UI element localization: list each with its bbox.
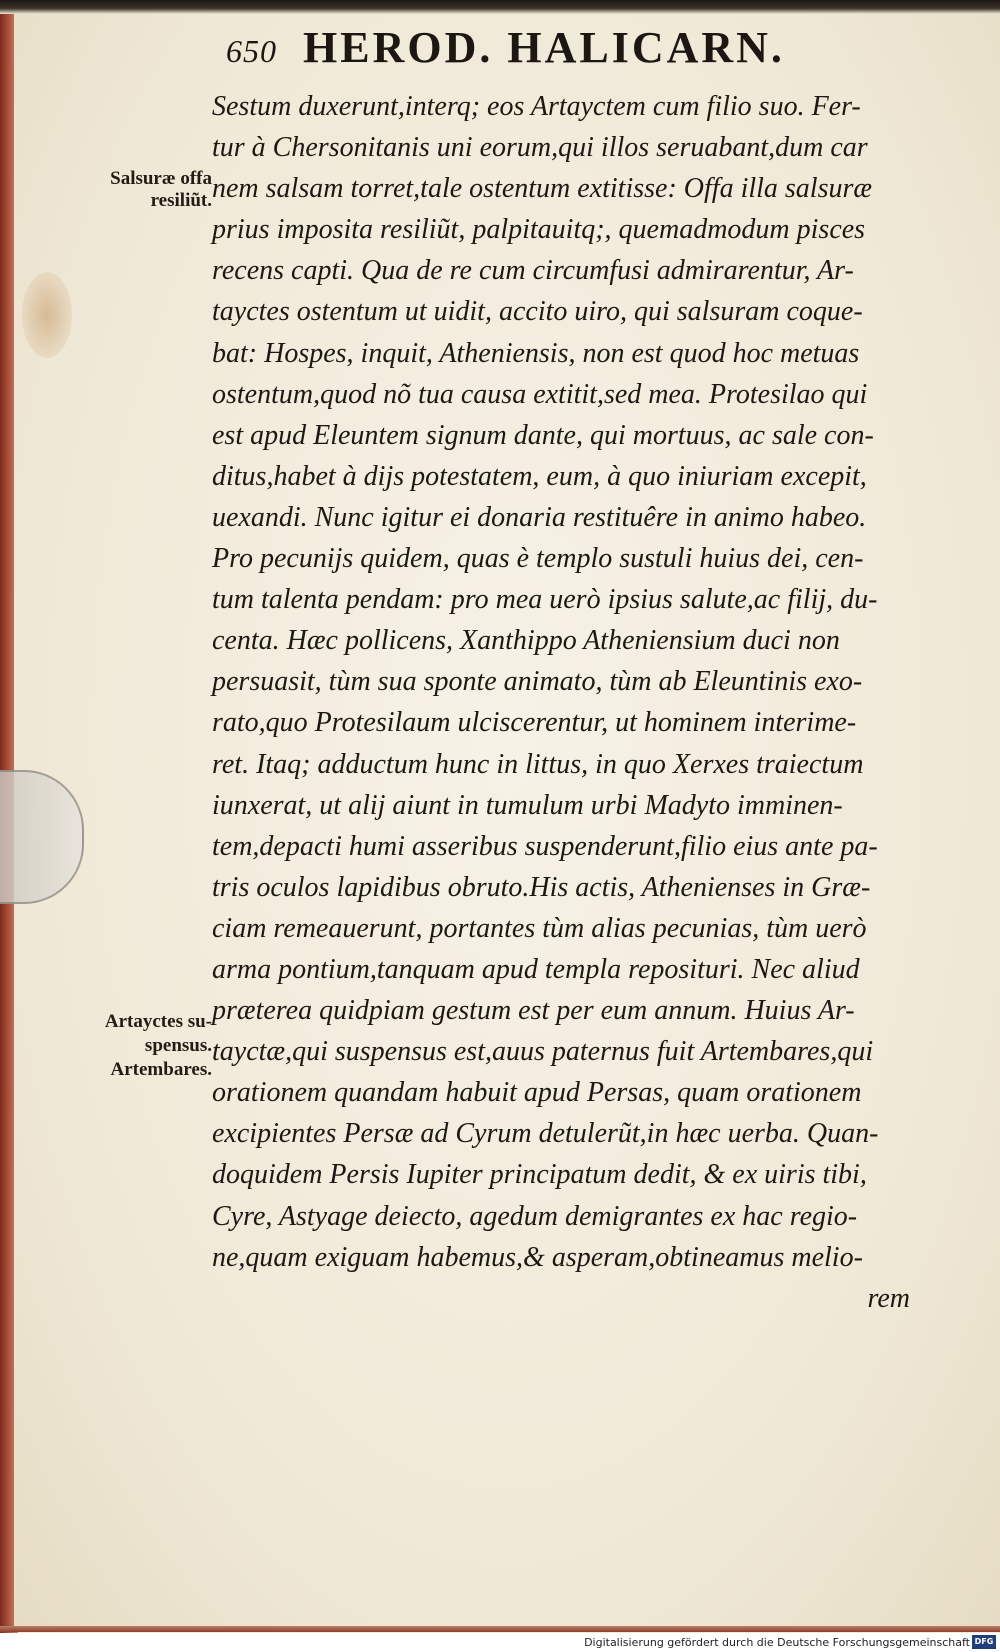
running-head: [226, 22, 926, 78]
marginal-note-line: resiliũt.: [150, 190, 212, 211]
marginal-note-line: Salsuræ offa: [110, 168, 212, 189]
text-line: rato,quo Protesilaum ulciscerentur, ut hominem interime-: [212, 707, 857, 739]
text-line: prius imposita resiliũt, palpitauitq;, quemadmodum pisces: [212, 214, 866, 246]
text-line: tayctæ,qui suspensus est,auus paternus fuit Artembares,qui: [212, 1036, 874, 1068]
text-line: Sestum duxerunt,interq; eos Artayctem cum filio suo. Fer-: [212, 91, 861, 122]
marginal-note-artayctes: [40, 1010, 212, 1082]
marginal-note-line: spensus.: [144, 1035, 212, 1056]
text-line: ciam remeauerunt, portantes tùm alias pecunias, tùm uerò: [212, 912, 867, 944]
paper-stain: [22, 272, 72, 358]
text-line: tris oculos lapidibus obruto.His actis, Athenienses in Græ-: [212, 871, 871, 903]
text-line: centa. Hæc pollicens, Xanthippo Atheniensium duci non: [212, 625, 840, 657]
marginal-note-line: Artayctes su-: [104, 1011, 212, 1032]
text-line: tum talenta pendam: pro mea uerò ipsius salute,ac filij, du-: [212, 584, 878, 616]
book-edge-top: [0, 0, 1000, 14]
text-line: excipientes Persæ ad Cyrum detulerũt,in hæc uerba. Quan-: [212, 1118, 879, 1150]
text-line: iunxerat, ut alij aiunt in tumulum urbi Madyto imminen-: [212, 789, 843, 821]
book-edge-bottom: [0, 1626, 1000, 1632]
marginal-note-line: Artembares.: [110, 1059, 212, 1080]
main-text-block: [212, 86, 962, 1319]
text-line: ostentum,quod nõ tua causa extitit,sed mea. Protesilao qui: [212, 378, 868, 410]
text-line: bat: Hospes, inquit, Atheniensis, non est quod hoc metuas: [212, 337, 860, 369]
text-line: orationem quandam habuit apud Persas, quam orationem: [212, 1077, 862, 1109]
text-line: ne,quam exiguam habemus,& asperam,obtineamus melio-: [212, 1241, 863, 1273]
text-line: tur à Chersonitanis uni eorum,qui illos seruabant,dum car: [212, 132, 868, 164]
text-line: ditus,habet à dijs potestatem, eum, à quo iniuriam excepit,: [212, 460, 867, 492]
funding-credit: Digitalisierung gefördert durch die Deutsche Forschungsgemeinschaft: [584, 1636, 970, 1649]
text-line: doquidem Persis Iupiter principatum dedit, & ex uiris tibi,: [212, 1159, 867, 1191]
text-line: tayctes ostentum ut uidit, accito uiro, qui salsuram coque-: [212, 296, 863, 328]
text-line: nem salsam torret,tale ostentum extitisse: Offa illa salsuræ: [212, 173, 873, 205]
dfg-logo: DFG: [972, 1635, 996, 1649]
running-head-title: HEROD. HALICARN.: [303, 23, 785, 72]
text-line: tem,depacti humi asseribus suspenderunt,filio eius ante pa-: [212, 830, 878, 862]
text-line: Pro pecunijs quidem, quas è templo sustuli huius dei, cen-: [212, 543, 864, 575]
text-line: uexandi. Nunc igitur ei donaria restituêre in animo habeo.: [212, 501, 867, 533]
text-line: persuasit, tùm sua sponte animato, tùm ab Eleuntinis exo-: [212, 666, 863, 698]
text-line: recens capti. Qua de re cum circumfusi admirarentur, Ar-: [212, 255, 854, 287]
marginal-note-salsurae: [70, 168, 212, 212]
text-line: arma pontium,tanquam apud templa reposituri. Nec aliud: [212, 953, 860, 985]
page-number: 650: [226, 33, 277, 69]
text-line: ret. Itaq; adductum hunc in littus, in quo Xerxes traiectum: [212, 748, 864, 780]
text-line: Cyre, Astyage deiecto, agedum demigrantes ex hac regio-: [212, 1200, 858, 1232]
text-line: est apud Eleuntem signum dante, qui mortuus, ac sale con-: [212, 419, 874, 451]
text-line catchword: rem: [867, 1282, 910, 1314]
text-line: præterea quidpiam gestum est per eum annum. Huius Ar-: [212, 995, 855, 1027]
